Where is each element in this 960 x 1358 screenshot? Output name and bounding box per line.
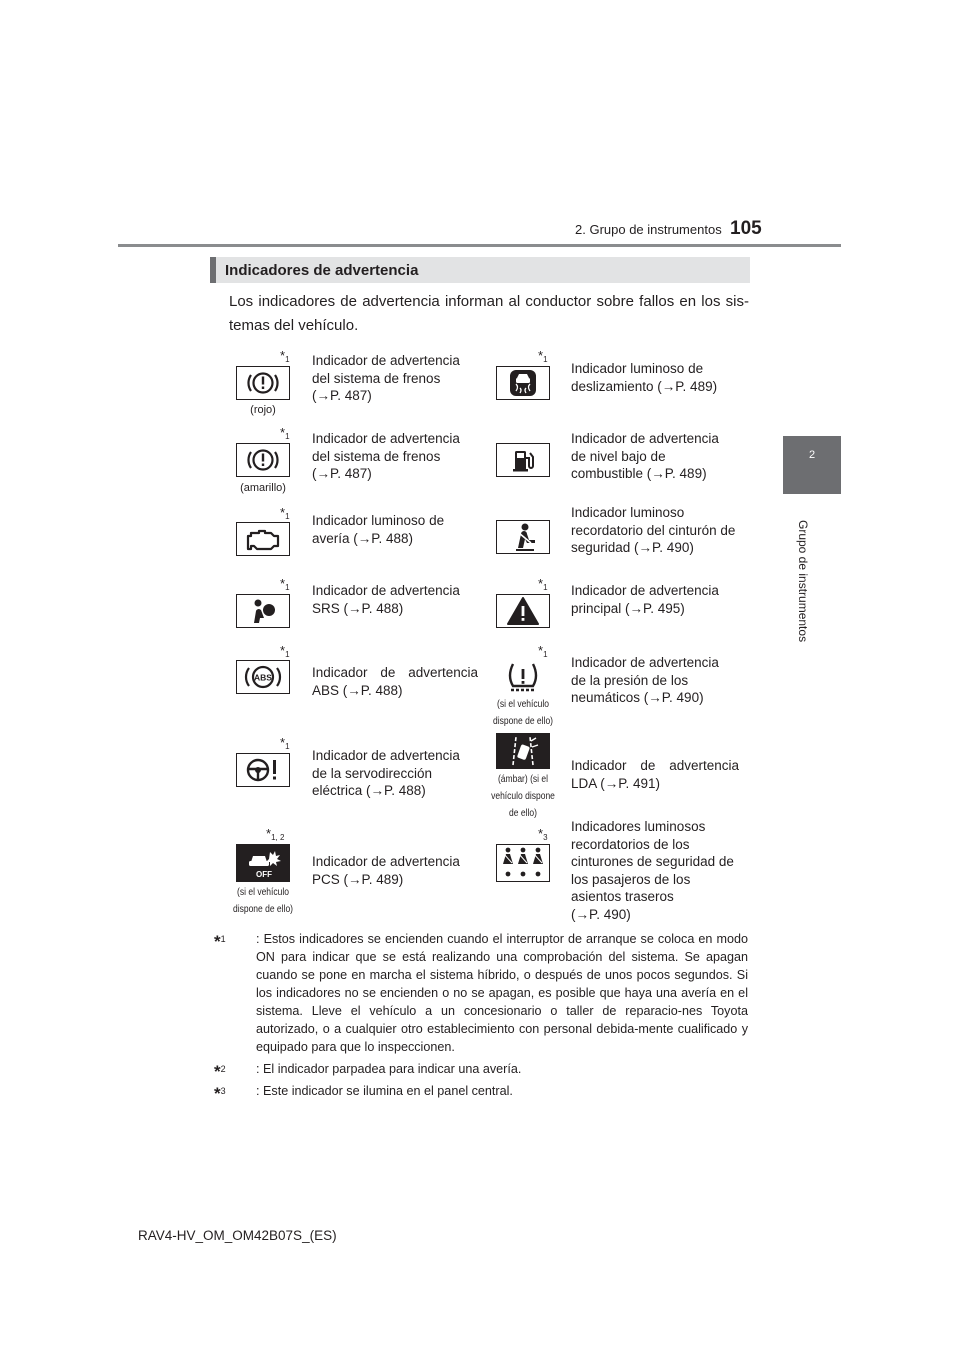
indicator-description: Indicador de advertencia SRS (→P. 488) — [312, 583, 460, 616]
indicator-description: Indicador de advertencia de la servodirección eléctrica (→P. 488) — [312, 748, 460, 798]
indicator-note: (rojo) — [250, 404, 276, 416]
indicator-description: Indicadores luminosos recordatorios de los cinturones de seguridad de los pasajeros de los asientos traseros (→P. 490) — [571, 819, 734, 922]
indicator-description: Indicador luminoso de deslizamiento (→P. 489) — [571, 361, 718, 394]
side-tab — [783, 436, 841, 494]
rear-seatbelt-icon — [496, 844, 550, 882]
footnote-mark: $*_1$ — [538, 348, 548, 364]
footnote-mark: $*_{1, 2}$ — [266, 826, 285, 842]
footnote-mark: $*_1$ — [538, 643, 548, 659]
fuel-pump-icon — [496, 443, 550, 477]
side-tab-title: Grupo de instrumentos — [796, 520, 810, 643]
footnotes — [214, 930, 748, 1104]
indicator-description: Indicador de advertencia ABS (→P. 488) — [312, 665, 478, 698]
lane-departure-icon — [496, 733, 550, 769]
indicator-description: Indicador de advertencia de nivel bajo de combustible (→P. 489) — [571, 431, 719, 481]
heading-accent — [210, 257, 216, 283]
footer-code: RAV4-HV_OM_OM42B07S_(ES) — [138, 1228, 337, 1243]
footnote-mark: $*_1$ — [280, 576, 290, 592]
footnote: *$^3$ : Este indicador se ilumina en el panel central. — [214, 1084, 513, 1104]
indicator-description: Indicador de advertencia del sistema de frenos (→P. 487) — [312, 431, 460, 481]
footnote-mark: $*_3$ — [538, 826, 548, 842]
steering-wheel-icon — [236, 753, 290, 787]
footnote: *$^2$ : El indicador parpadea para indicar una avería. — [214, 1062, 522, 1082]
header-rule — [118, 244, 841, 247]
airbag-icon — [236, 594, 290, 628]
pcs-off-icon — [236, 844, 290, 882]
footnote-mark: $*_1$ — [280, 505, 290, 521]
engine-icon — [236, 522, 290, 556]
footnote-mark: $*_1$ — [280, 643, 290, 659]
indicator-description: Indicador de advertencia principal (→P. 495) — [571, 583, 719, 616]
svg-text:ABS: ABS — [254, 672, 272, 683]
indicator-description: Indicador de advertencia PCS (→P. 489) — [312, 854, 460, 887]
tire-pressure-icon — [496, 660, 550, 694]
intro-paragraph: Los indicadores de advertencia informan al conductor sobre fallos en los sis-temas del vehículo. — [229, 293, 749, 334]
indicator-description: Indicador luminoso de avería (→P. 488) — [312, 513, 445, 546]
footnote-mark: $*_1$ — [280, 735, 290, 751]
indicator-description: Indicador de advertencia del sistema de frenos (→P. 487) — [312, 353, 460, 403]
footnote-mark: $*_1$ — [280, 425, 290, 441]
seatbelt-icon — [496, 520, 550, 554]
indicator-note: (si el vehículo dispone de ello) — [492, 699, 554, 727]
indicator-note: (ámbar) (si el vehículo dispone de ello) — [491, 774, 555, 819]
indicator-description: Indicador de advertencia de la presión de los neumáticos (→P. 490) — [571, 655, 719, 705]
indicator-description: Indicador luminoso recordatorio del cinturón de seguridad (→P. 490) — [571, 505, 736, 555]
warning-triangle-icon — [496, 594, 550, 628]
section-heading: Indicadores de advertencia — [225, 262, 419, 279]
indicator-note: (amarillo) — [240, 482, 286, 494]
footnote-mark: $*_1$ — [280, 348, 290, 364]
footnote: *$^1$ : Estos indicadores se encienden cuando el interruptor de arranque se coloca en modo ON para indicar que se está realizando una comprobación del sistema. Se apagan cuando se pone en marcha el sistema híbrido, o después de unos pocos segundos. Si los indicadores no se encienden o no se apagan, es posible que haya una avería en el sistema. Lleve el vehículo a un concesionario o taller de reparacio-nes Toyota autorizado, o a cualquier otro establecimiento con personal debida-mente cualificado y equipado para que lo inspeccionen. — [214, 932, 748, 1054]
brake-exclamation-icon — [236, 443, 290, 477]
indicator-description: Indicador de advertencia LDA (→P. 491) — [571, 758, 739, 791]
section-label: 2. Grupo de instrumentos — [575, 222, 722, 237]
abs-icon — [236, 660, 290, 694]
svg-text:OFF: OFF — [256, 870, 272, 879]
indicator-note: (si el vehículo dispone de ello) — [232, 887, 294, 915]
page-number: 105 — [730, 218, 762, 239]
skid-car-icon — [496, 366, 550, 400]
side-tab-number: 2 — [808, 449, 816, 461]
footnote-mark: $*_1$ — [538, 576, 548, 592]
brake-exclamation-icon — [236, 366, 290, 400]
